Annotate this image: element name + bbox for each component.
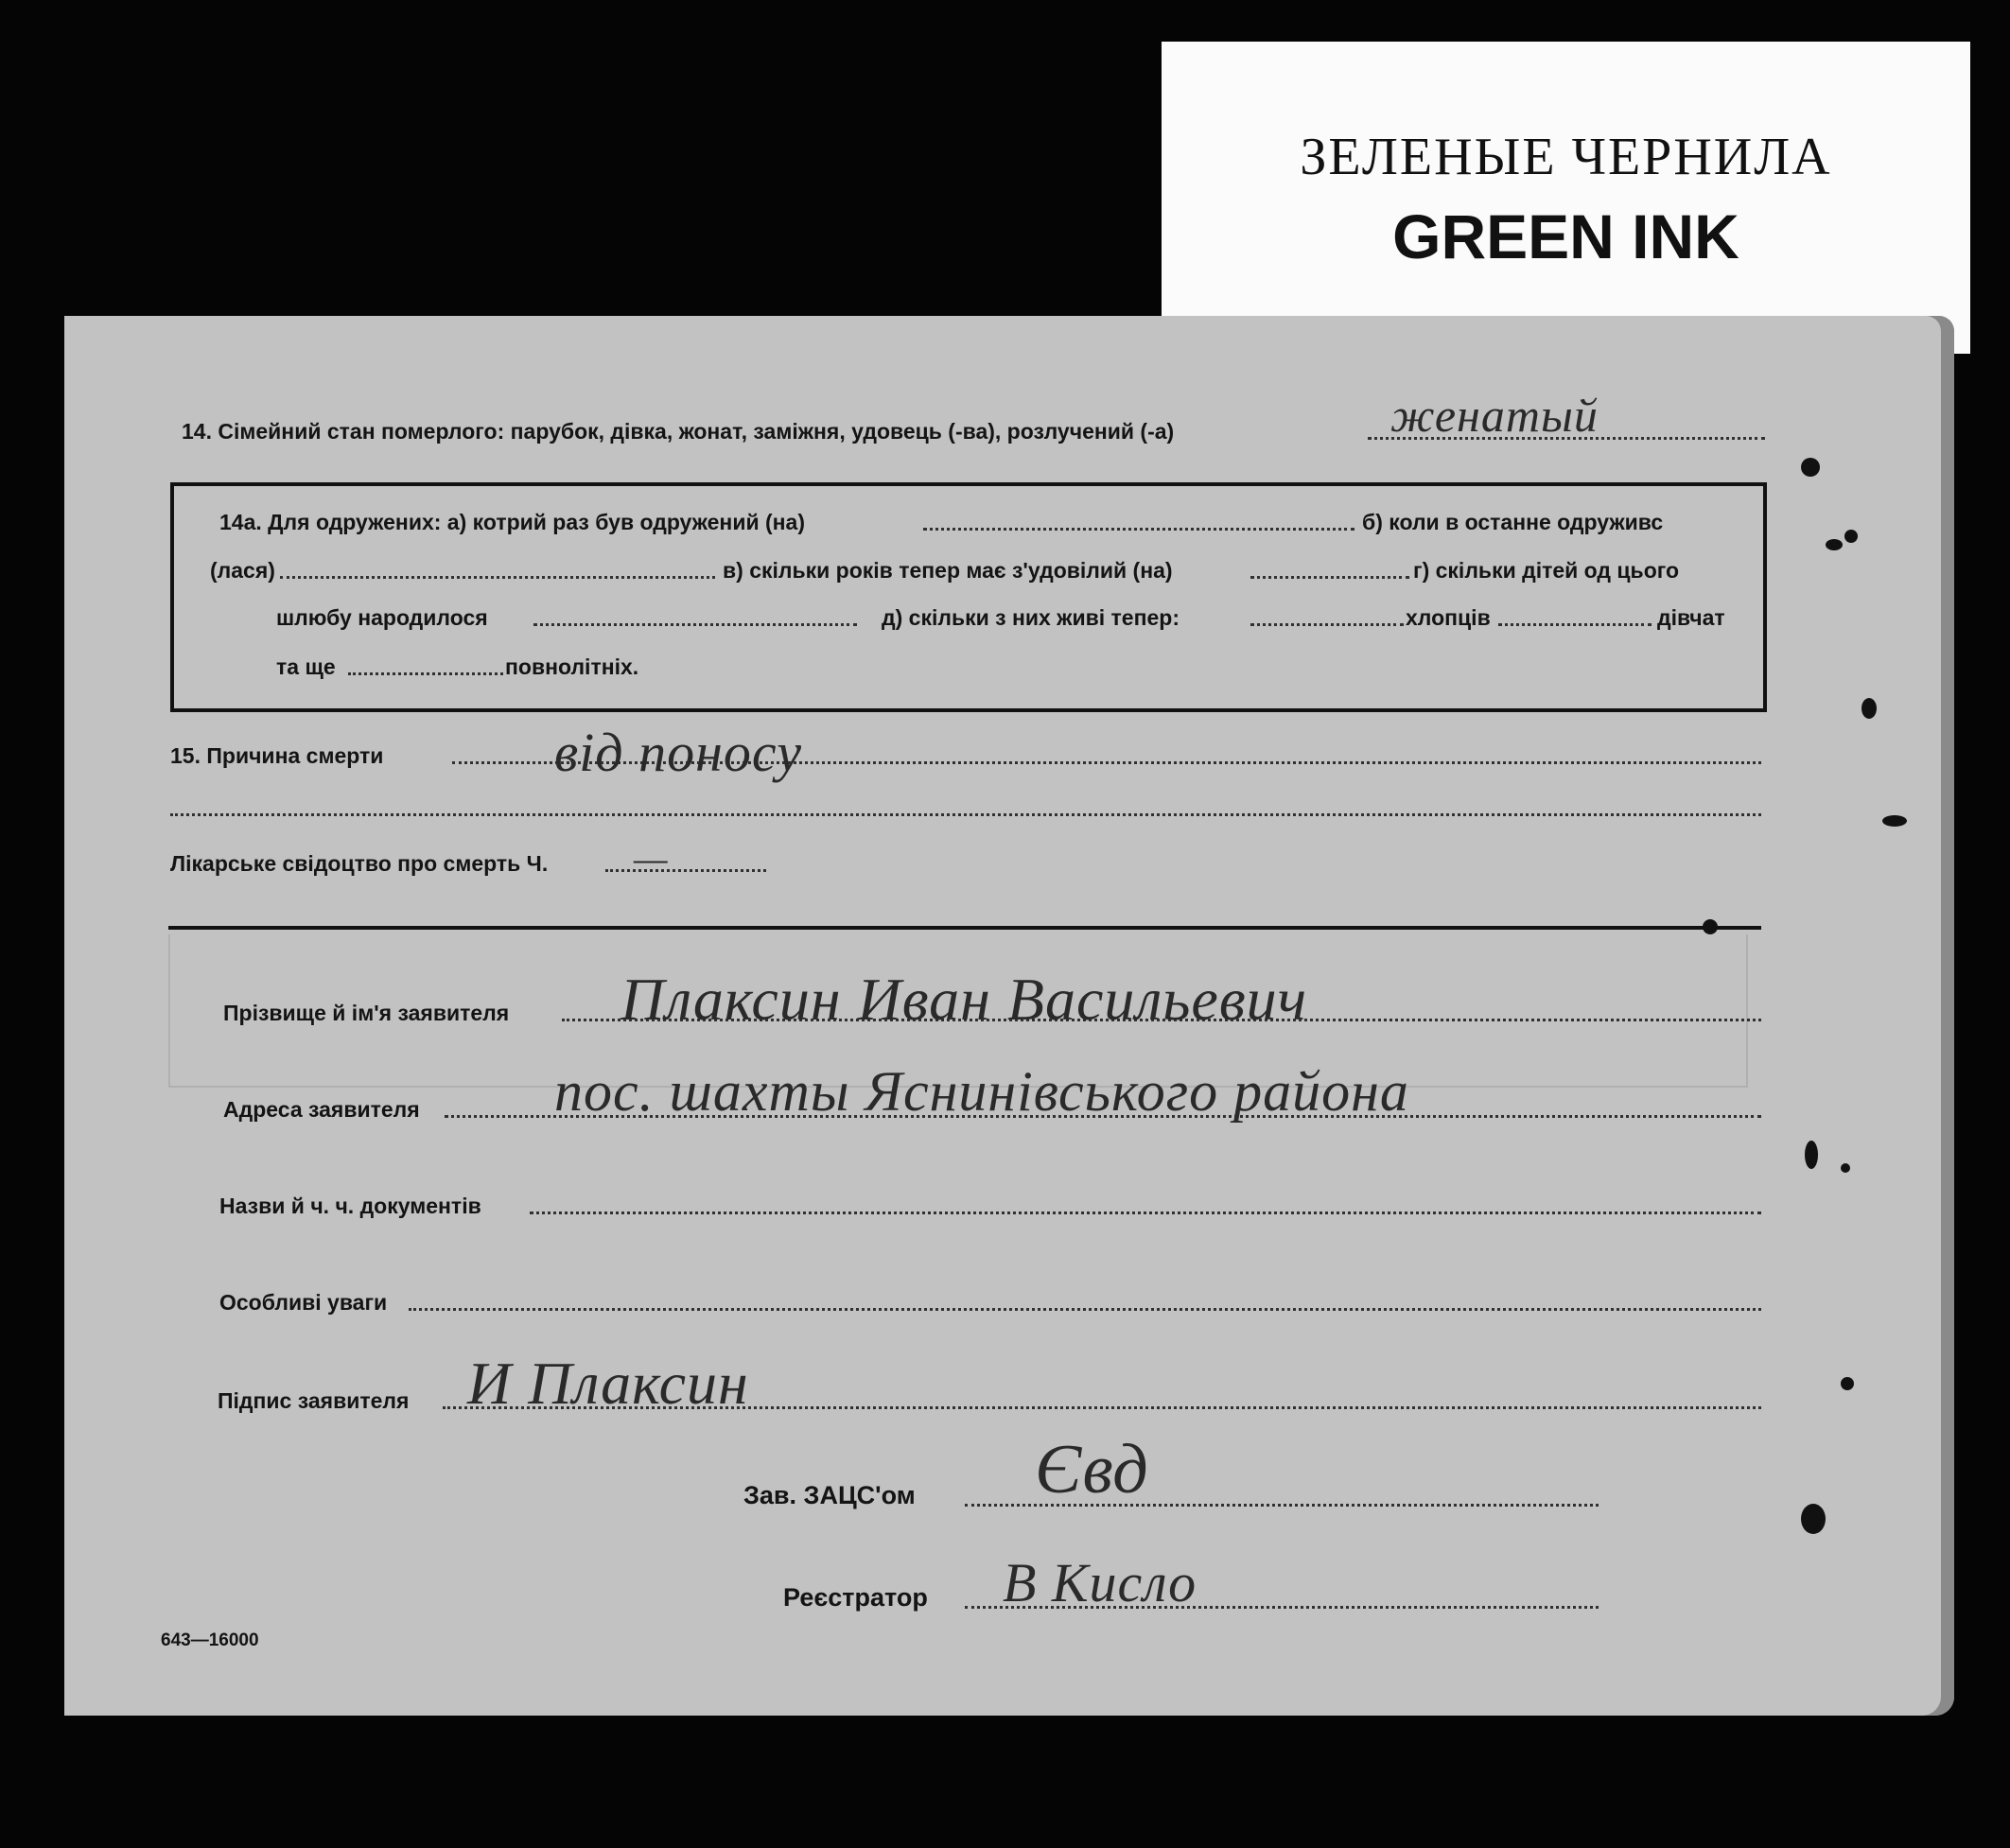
medical-certificate-line — [605, 869, 766, 872]
marriage-count-line — [923, 528, 1355, 531]
marriage-count-label: 14а. Для одружених: а) котрий раз був одружений (на) — [219, 510, 805, 534]
marital-status-label: 14. Сімейний стан померлого: парубок, дівка, жонат, заміжня, удовець (-ва), розлучений (-а) — [182, 419, 1175, 444]
punch-hole — [1801, 1504, 1826, 1534]
last-marriage-line — [280, 576, 715, 579]
punch-hole — [1801, 458, 1820, 477]
remarks-line — [409, 1308, 1761, 1311]
marital-status-value: женатый — [1390, 389, 1599, 442]
girls-label: дівчат — [1657, 605, 1725, 630]
widowed-years-label: в) скільки років тепер має з'удовілий (на) — [723, 558, 1173, 583]
applicant-address-value: пос. шахты Яснинівського района — [554, 1060, 1409, 1123]
boys-line — [1250, 623, 1404, 626]
widowed-years-line — [1250, 576, 1409, 579]
adults-end-label: повнолітніх. — [505, 654, 639, 679]
section-divider — [168, 926, 1761, 930]
ink-label-russian: ЗЕЛЕНЫЕ ЧЕРНИЛА — [1300, 128, 1832, 186]
punch-hole — [1882, 815, 1907, 827]
girls-line — [1498, 623, 1652, 626]
children-born-label: шлюбу народилося — [276, 605, 488, 630]
applicant-signature-label: Підпис заявителя — [218, 1388, 410, 1413]
punch-hole — [1805, 1141, 1818, 1169]
documents-line — [530, 1212, 1761, 1214]
punch-hole — [1861, 698, 1877, 719]
widowed-start-label: (лася) — [210, 558, 275, 583]
head-zags-signature: Євд — [1035, 1431, 1149, 1508]
applicant-name-label: Прізвище й ім'я заявителя — [223, 1001, 510, 1025]
adults-start-label: та ще — [276, 654, 336, 679]
registrar-label: Реєстратор — [783, 1583, 928, 1612]
documents-label: Назви й ч. ч. документів — [219, 1194, 481, 1218]
ink-color-label-card — [1162, 42, 1970, 354]
cause-of-death-line-2 — [170, 813, 1761, 816]
cause-of-death-value: від поносу — [554, 722, 802, 783]
head-zags-label: Зав. ЗАЦС'ом — [743, 1481, 916, 1509]
punch-hole — [1844, 530, 1858, 543]
punch-hole — [1841, 1377, 1854, 1390]
ink-label-english: GREEN INK — [1392, 201, 1739, 271]
last-marriage-label: б) коли в останне одруживс — [1362, 510, 1664, 534]
registrar-signature: В Кисло — [1003, 1552, 1197, 1613]
form-print-code: 643—16000 — [161, 1630, 259, 1650]
medical-certificate-value: — — [634, 837, 669, 880]
applicant-signature-value: И Плаксин — [467, 1350, 749, 1417]
cause-of-death-label: 15. Причина смерти — [170, 743, 384, 768]
applicant-name-value: Плаксин Иван Васильевич — [620, 966, 1308, 1033]
punch-hole — [1826, 539, 1843, 550]
punch-hole — [1841, 1163, 1850, 1173]
remarks-label: Особливі уваги — [219, 1290, 388, 1315]
boys-label: хлопців — [1406, 605, 1491, 630]
applicant-address-label: Адреса заявителя — [223, 1097, 420, 1122]
children-alive-label: д) скільки з них живі тепер: — [882, 605, 1180, 630]
medical-certificate-label: Лікарське свідоцтво про смерть Ч. — [170, 851, 549, 876]
adults-line — [348, 672, 503, 675]
children-count-label: г) скільки дітей од цього — [1413, 558, 1680, 583]
children-born-line — [533, 623, 857, 626]
